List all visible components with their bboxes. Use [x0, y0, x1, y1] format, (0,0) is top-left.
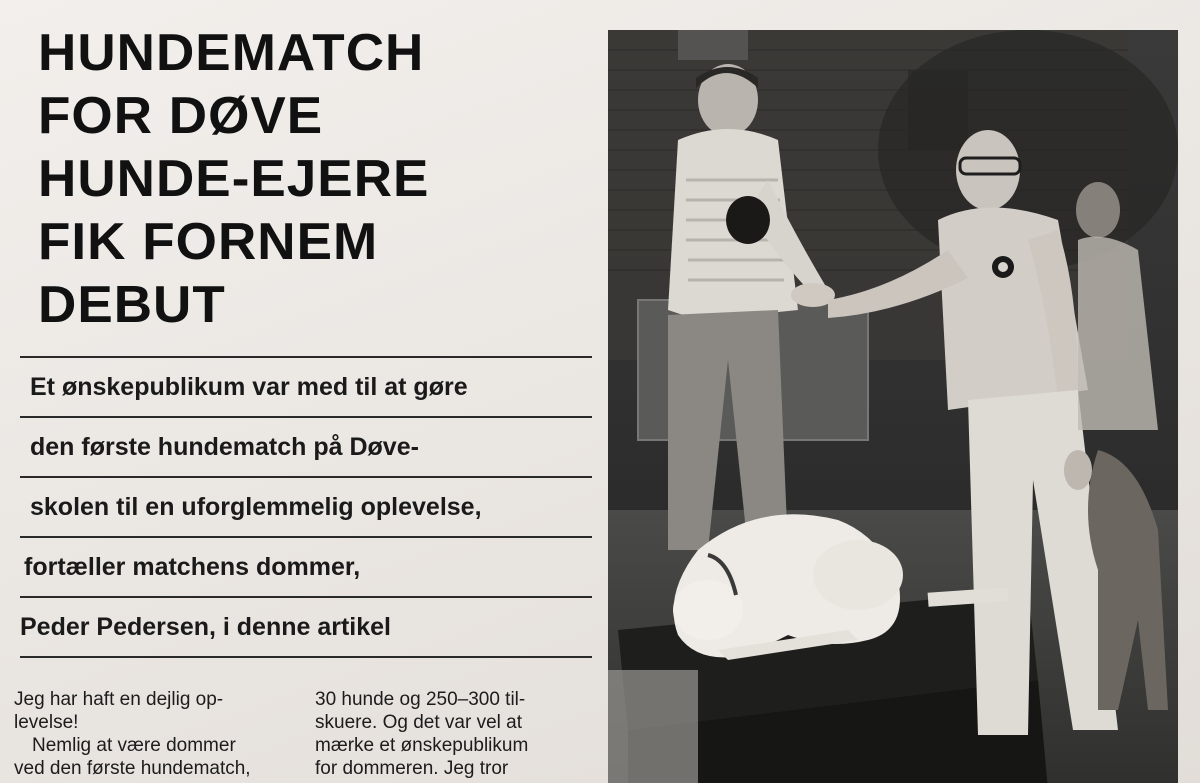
deck-line: den første hundematch på Døve-: [20, 418, 592, 478]
body-line: skuere. Og det var vel at: [315, 712, 522, 733]
deck-line: Et ønskepublikum var med til at gøre: [20, 358, 592, 418]
headline: [38, 22, 609, 337]
body-line: for dommeren. Jeg tror: [315, 758, 509, 779]
body-line: levelse!: [14, 712, 79, 733]
photo-illustration: [608, 30, 1178, 783]
body-line: mærke et ønskepublikum: [315, 735, 529, 756]
body-line: Jeg har haft en dejlig op-: [14, 689, 224, 710]
body-line: 30 hunde og 250–300 til-: [315, 689, 526, 710]
deck-line: Peder Pedersen, i denne artikel: [20, 598, 592, 658]
body-line: Nemlig at være dommer: [32, 735, 236, 756]
body-column-1: [14, 688, 299, 780]
headline-line: HUNDE-EJERE: [38, 150, 430, 208]
headline-line: HUNDEMATCH: [38, 24, 425, 82]
deck-line: fortæller matchens dommer,: [20, 538, 592, 598]
headline-line: FOR DØVE: [38, 87, 324, 145]
headline-line: DEBUT: [38, 276, 226, 334]
body-line: ved den første hundematch,: [14, 758, 251, 779]
article-photo: [608, 30, 1178, 783]
deck-line: skolen til en uforglemmelig oplevelse,: [20, 478, 592, 538]
body-column-2: [315, 688, 600, 780]
deck-intro: [20, 356, 592, 658]
headline-line: FIK FORNEM: [38, 213, 379, 271]
